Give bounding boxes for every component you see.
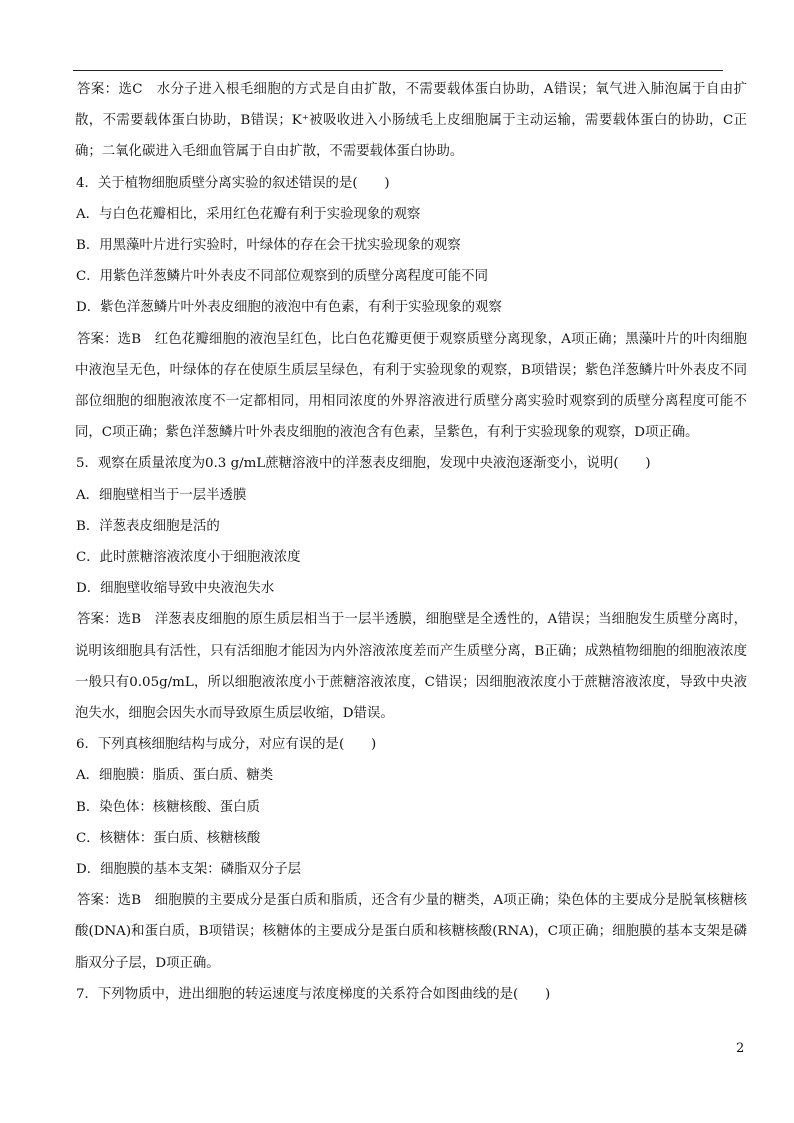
question-6: 6．下列真核细胞结构与成分，对应有误的是( ) (76, 737, 377, 753)
answer-6: 答案：选B 细胞膜的主要成分是蛋白质和脂质，还含有少量的糖类，A项正确；染色体的主要成分是脱氧核糖核酸(DNA)和蛋白质，B项错误；核糖体的主要成分是蛋白质和核糖核酸(RNA)，C项正确；细胞膜的基本支架是磷脂双分子层，D项正确。 (75, 893, 747, 971)
question-4-option-c: C．用紫色洋葱鳞片叶外表皮不同部位观察到的质壁分离程度可能不同 (76, 269, 488, 285)
question-5-option-b: B．洋葱表皮细胞是活的 (76, 518, 220, 534)
question-6-option-b: B．染色体：核糖核酸、蛋白质 (76, 799, 260, 815)
question-5-option-d: D．细胞壁收缩导致中央液泡失水 (76, 581, 275, 597)
answer-3: 答案：选C 水分子进入根毛细胞的方式是自由扩散，不需要载体蛋白协助，A错误；氧气进入肺泡属于自由扩散，不需要载体蛋白协助，B错误；K⁺被吸收进入小肠绒毛上皮细胞属于主动运输，需要载体蛋白的协助，C正确；二氧化碳进入毛细血管属于自由扩散，不需要载体蛋白协助。 (75, 82, 747, 160)
answer-5: 答案：选B 洋葱表皮细胞的原生质层相当于一层半透膜，细胞壁是全透性的，A错误；当细胞发生质壁分离时，说明该细胞具有活性，只有活细胞才能因为内外溶液浓度差而产生质壁分离，B正确；成熟植物细胞的细胞液浓度一般只有0.05g/mL，所以细胞液浓度小于蔗糖溶液浓度，C错误；因细胞液浓度小于蔗糖溶液浓度，导致中央液泡失水，细胞会因失水而导致原生质层收缩，D错误。 (75, 612, 747, 722)
question-4-option-a: A．与白色花瓣相比，采用红色花瓣有利于实验现象的观察 (76, 206, 421, 222)
question-4-option-d: D．紫色洋葱鳞片叶外表皮细胞的液泡中有色素，有利于实验现象的观察 (76, 300, 502, 316)
question-5: 5．观察在质量浓度为0.3 g/mL蔗糖溶液中的洋葱表皮细胞，发现中央液泡逐渐变小，说明( ) (76, 456, 651, 472)
question-4: 4．关于植物细胞质壁分离实验的叙述错误的是( ) (76, 175, 390, 191)
question-6-option-a: A．细胞膜：脂质、蛋白质、糖类 (76, 768, 274, 784)
question-6-option-d: D．细胞膜的基本支架：磷脂双分子层 (76, 862, 301, 878)
question-6-option-c: C．核糖体：蛋白质、核糖核酸 (76, 830, 261, 846)
header-rule (73, 70, 723, 71)
answer-4: 答案：选B 红色花瓣细胞的液泡呈红色，比白色花瓣更便于观察质壁分离现象，A项正确；黑藻叶片的叶肉细胞中液泡呈无色，叶绿体的存在使原生质层呈绿色，有利于实验现象的观察，B项错误；紫色洋葱鳞片叶外表皮不同部位细胞的细胞液浓度不一定都相同，用相同浓度的外界溶液进行质壁分离实验时观察到的质壁分离程度可能不同，C项正确；紫色洋葱鳞片叶外表皮细胞的液泡含有色素，呈紫色，有利于实验现象的观察，D项正确。 (75, 331, 747, 441)
page-number: 2 (736, 1041, 745, 1056)
question-5-option-c: C．此时蔗糖溶液浓度小于细胞液浓度 (76, 550, 301, 566)
question-4-option-b: B．用黑藻叶片进行实验时，叶绿体的存在会干扰实验现象的观察 (76, 238, 461, 254)
question-7: 7．下列物质中，进出细胞的转运速度与浓度梯度的关系符合如图曲线的是( ) (76, 986, 551, 1002)
page-body (75, 74, 747, 1010)
question-5-option-a: A．细胞壁相当于一层半透膜 (76, 487, 247, 503)
